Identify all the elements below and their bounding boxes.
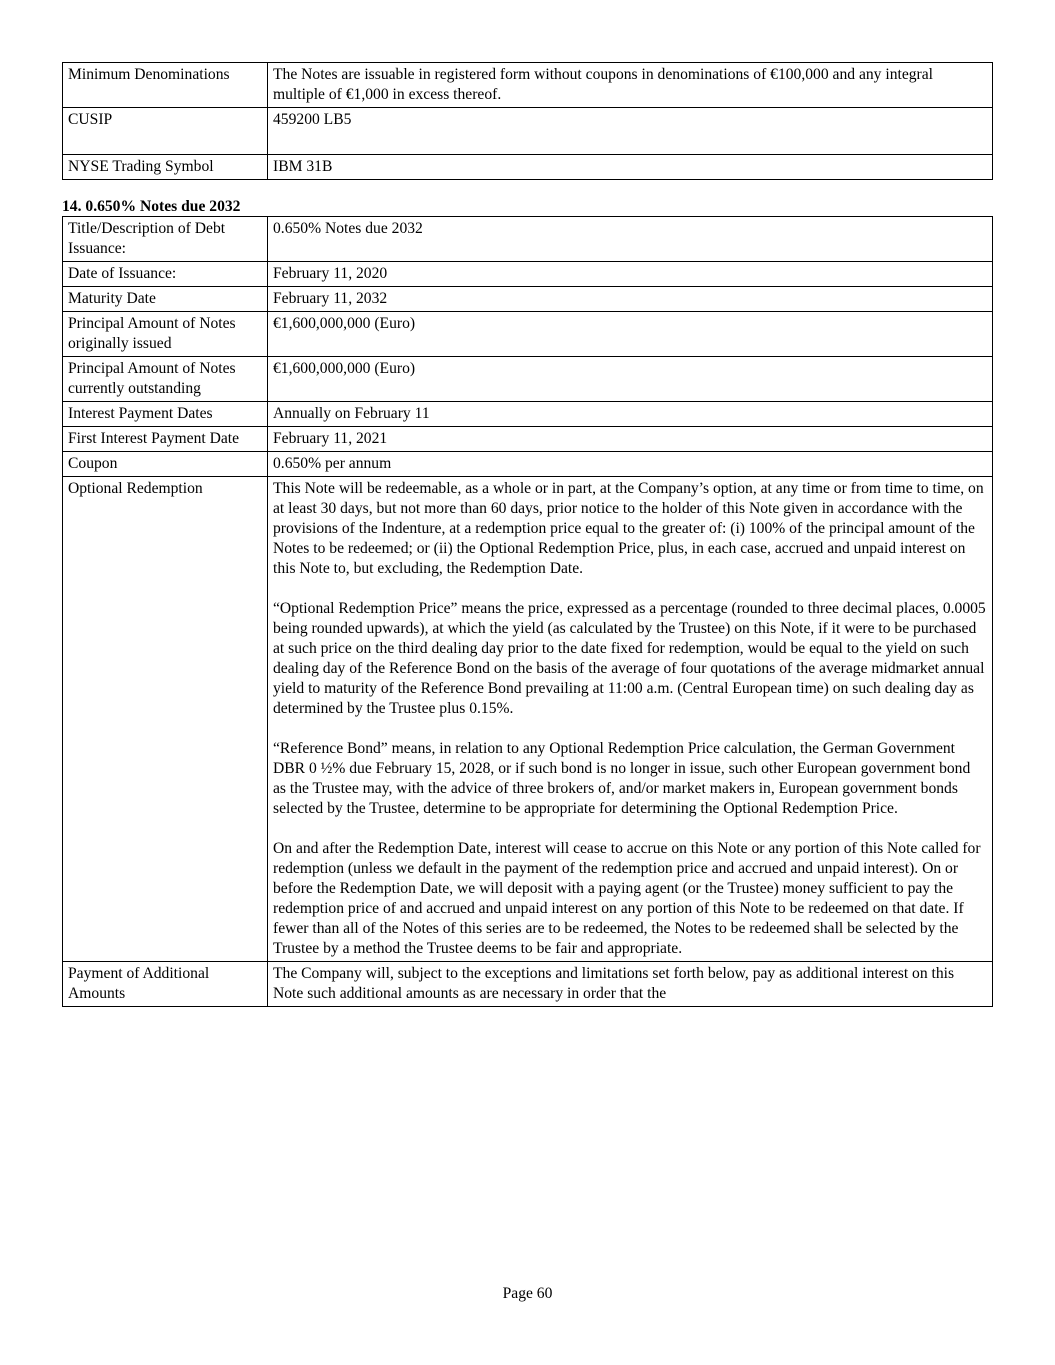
table-row <box>63 427 993 452</box>
table-row <box>63 962 993 1007</box>
row-label: Date of Issuance: <box>63 262 268 287</box>
table-row <box>63 287 993 312</box>
table-row <box>63 312 993 357</box>
table-row <box>63 108 993 155</box>
row-value: 459200 LB5 <box>268 108 993 155</box>
row-value: February 11, 2020 <box>268 262 993 287</box>
table-row <box>63 452 993 477</box>
row-value: Annually on February 11 <box>268 402 993 427</box>
row-label: Interest Payment Dates <box>63 402 268 427</box>
row-label: Coupon <box>63 452 268 477</box>
row-label: Principal Amount of Notes originally issued <box>63 312 268 357</box>
page-number: Page 60 <box>502 1285 553 1302</box>
table-row <box>63 155 993 180</box>
redemption-paragraph: This Note will be redeemable, as a whole or in part, at the Company’s option, at any time or from time to time, on at least 30 days, but not more than 60 days, prior notice to the holder of this Note given in accordance with the provisions of the Indenture, at a redemption price equal to the greater of: (i) 100% of the principal amount of the Notes to be redeemed; or (ii) the Optional Redemption Price, plus, in each case, accrued and unpaid interest on this Note to, but excluding, the Redemption Date. <box>273 480 984 577</box>
row-value: €1,600,000,000 (Euro) <box>268 357 993 402</box>
row-value: February 11, 2032 <box>268 287 993 312</box>
row-value <box>268 477 993 962</box>
row-label: Payment of Additional Amounts <box>63 962 268 1007</box>
reference-bond-paragraph: “Reference Bond” means, in relation to any Optional Redemption Price calculation, the German Government DBR 0 ½% due February 15, 2028, or if such bond is no longer in issue, such other European government bond as the Trustee may, with the advice of three brokers of, and/or market makers in, European government bonds selected by the Trustee, determine to be appropriate for determining the Optional Redemption Price. <box>273 740 971 817</box>
table-row <box>63 357 993 402</box>
row-label: First Interest Payment Date <box>63 427 268 452</box>
table-row <box>63 402 993 427</box>
row-label: Minimum Denominations <box>63 63 268 108</box>
row-value: 0.650% per annum <box>268 452 993 477</box>
row-value: February 11, 2021 <box>268 427 993 452</box>
row-value: The Notes are issuable in registered form without coupons in denominations of €100,000 and any integral multiple of €1,000 in excess thereof. <box>268 63 993 108</box>
notes-details-table <box>62 216 993 1007</box>
table-row <box>63 63 993 108</box>
table-row <box>63 262 993 287</box>
section-heading: 14. 0.650% Notes due 2032 <box>62 198 241 215</box>
row-value: IBM 31B <box>268 155 993 180</box>
row-value: €1,600,000,000 (Euro) <box>268 312 993 357</box>
row-label: Optional Redemption <box>63 477 268 962</box>
optional-redemption-price-paragraph: “Optional Redemption Price” means the price, expressed as a percentage (rounded to three decimal places, 0.0005 being rounded upwards), at which the yield (as calculated by the Trustee) on this Note, if it were to be purchased at such price on the third dealing day prior to the date fixed for redemption, would be equal to the yield on such dealing day of the Reference Bond on the basis of the average of four quotations of the average midmarket annual yield to maturity of the Reference Bond prevailing at 11:00 a.m. (Central European time) on such dealing day as determined by the Trustee plus 0.15%. <box>273 600 986 717</box>
row-value: 0.650% Notes due 2032 <box>268 217 993 262</box>
notes-summary-table-continued <box>62 62 993 180</box>
row-value: The Company will, subject to the exceptions and limitations set forth below, pay as additional interest on this Note such additional amounts as are necessary in order that the <box>268 962 993 1007</box>
redemption-date-paragraph: On and after the Redemption Date, interest will cease to accrue on this Note or any portion of this Note called for redemption (unless we default in the payment of the redemption price and accrued and unpaid interest). On or before the Redemption Date, we will deposit with a paying agent (or the Trustee) money sufficient to pay the redemption price of and accrued and unpaid interest on any portion of this Note to be redeemed on that date. If fewer than all of the Notes of this series are to be redeemed, the Notes to be redeemed shall be selected by the Trustee by a method the Trustee deems to be fair and appropriate. <box>273 840 981 957</box>
table-row <box>63 217 993 262</box>
row-label: Principal Amount of Notes currently outstanding <box>63 357 268 402</box>
table-row-optional-redemption <box>63 477 993 962</box>
row-label: Maturity Date <box>63 287 268 312</box>
row-label: CUSIP <box>63 108 268 155</box>
row-label: Title/Description of Debt Issuance: <box>63 217 268 262</box>
row-label: NYSE Trading Symbol <box>63 155 268 180</box>
